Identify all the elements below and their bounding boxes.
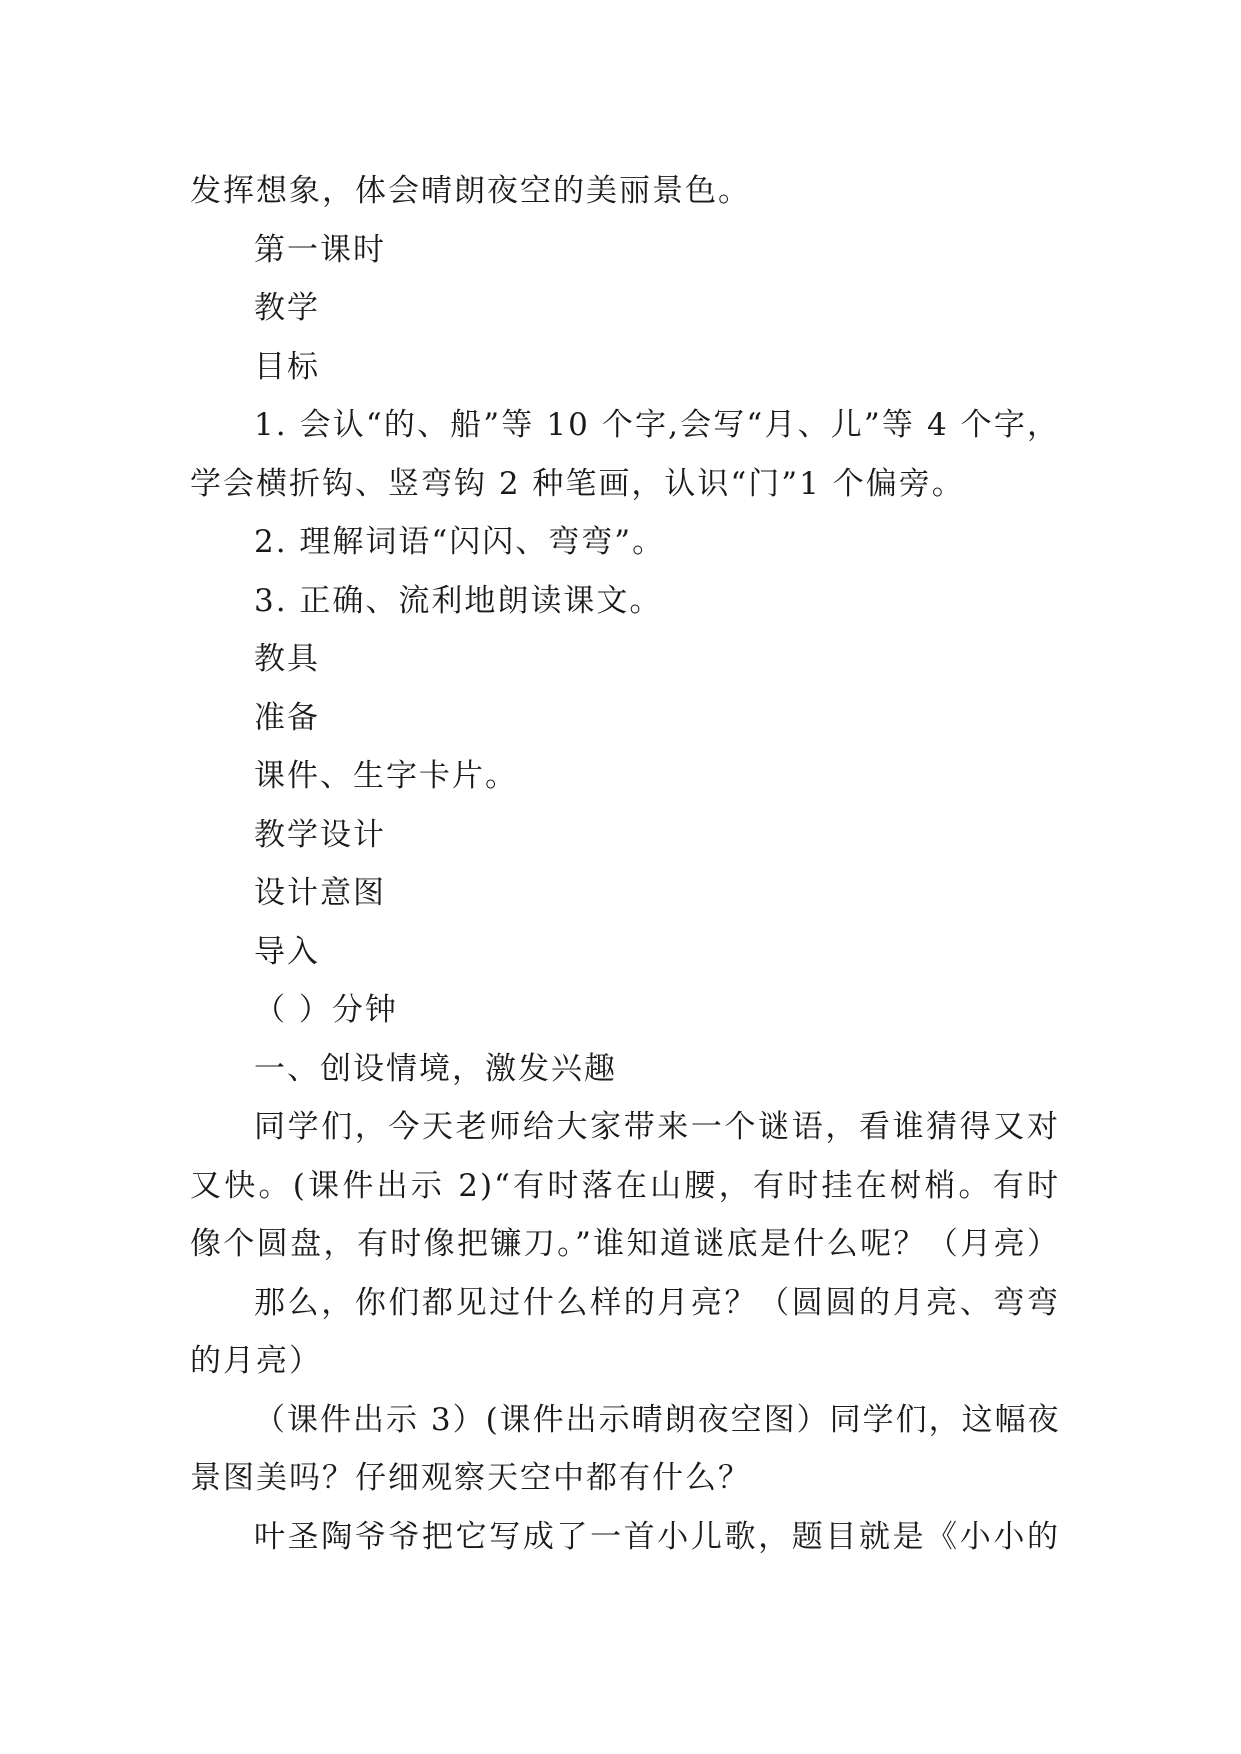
section-label: 准备 [254,699,320,736]
lesson-heading: 第一课时 [254,231,386,268]
paragraph-line: 像个圆盘，有时像把镰刀。”谁知道谜底是什么呢？（月亮） [190,1226,1060,1262]
document-body [190,162,1060,1566]
section-label: 设计意图 [254,875,386,911]
paragraph-line: 同学们，今天老师给大家带来一个谜语，看谁猜得又对 [254,1109,1060,1145]
section-label: 教具 [254,641,320,677]
goal-item-1: 1. 会认“的、船”等 10 个字,会写“月、儿”等 4 个字， [254,407,1060,443]
duration-text: （ ）分钟 [254,992,398,1028]
paragraph-line: 景图美吗？仔细观察天空中都有什么？ [190,1460,751,1496]
paragraph-line: 的月亮） [190,1343,322,1379]
text-line: 发挥想象，体会晴朗夜空的美丽景色。 [190,173,751,209]
goal-item-2: 2. 理解词语“闪闪、弯弯”。 [254,524,666,560]
section-label: 导入 [254,933,320,970]
section-label: 教学 [254,290,320,326]
paragraph-line: 那么，你们都见过什么样的月亮？（圆圆的月亮、弯弯 [254,1284,1060,1321]
goal-item-1-continued: 学会横折钩、竖弯钩 2 种笔画，认识“门”1 个偏旁。 [190,465,965,502]
paragraph-line: （课件出示 3）(课件出示晴朗夜空图）同学们，这幅夜 [254,1401,1061,1438]
paragraph-line: 又快。(课件出示 2)“有时落在山腰，有时挂在树梢。有时 [190,1167,1060,1204]
paragraph-line: 叶圣陶爷爷把它写成了一首小儿歌，题目就是《小小的 [254,1518,1060,1555]
step-heading: 一、创设情境，激发兴趣 [254,1050,617,1087]
goal-item-3: 3. 正确、流利地朗读课文。 [254,582,663,619]
materials-text: 课件、生字卡片。 [254,758,518,794]
section-label: 教学设计 [254,816,386,853]
section-label: 目标 [254,348,320,385]
